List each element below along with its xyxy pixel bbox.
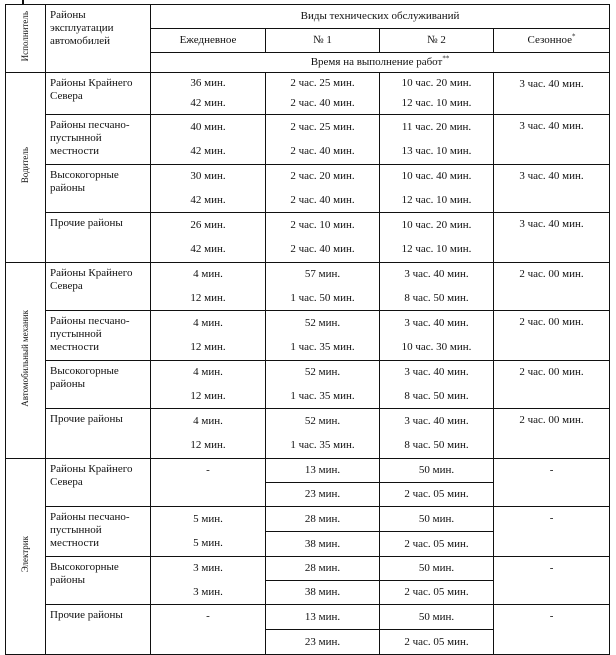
table-row (6, 165, 610, 189)
to1-cell: 57 мин. (266, 263, 380, 287)
executor-cell (6, 73, 46, 263)
time-row-header: Время на выполнение работ** (151, 53, 610, 73)
to2-cell: 12 час. 10 мин. (380, 238, 494, 263)
to2-cell: 8 час. 50 мин. (380, 287, 494, 311)
to2-cell: 8 час. 50 мин. (380, 434, 494, 459)
to2-cell: 12 час. 10 мин. (380, 94, 494, 115)
table-row (6, 605, 610, 630)
executor-header: Исполнитель (6, 5, 46, 73)
seasonal-cell: - (494, 507, 610, 557)
daily-cell: 42 мин. (151, 238, 266, 263)
daily-cell: 5 мин. (151, 507, 266, 532)
to1-cell: 2 час. 10 мин. (266, 213, 380, 238)
to1-cell: 38 мин. (266, 581, 380, 605)
col-seasonal-header: Сезонное* (494, 29, 610, 53)
table-row (6, 213, 610, 238)
daily-cell: 4 мин. (151, 409, 266, 434)
daily-cell: 12 мин. (151, 287, 266, 311)
daily-cell: 36 мин. (151, 73, 266, 94)
district-cell: Районы песчано-пустынной местности (46, 115, 151, 165)
daily-cell: 26 мин. (151, 213, 266, 238)
to2-cell: 3 час. 40 мин. (380, 409, 494, 434)
district-cell: Высокогорные районы (46, 165, 151, 213)
executor-label: Автомобильный механик (20, 310, 30, 407)
daily-cell: 4 мин. (151, 361, 266, 385)
to2-cell: 50 мин. (380, 557, 494, 581)
to1-cell: 1 час. 50 мин. (266, 287, 380, 311)
to2-cell: 3 час. 40 мин. (380, 263, 494, 287)
district-cell: Районы песчано-пустынной местности (46, 507, 151, 557)
executor-cell (6, 459, 46, 655)
daily-cell: 3 мин. (151, 557, 266, 581)
to1-cell: 52 мин. (266, 361, 380, 385)
daily-cell: - (151, 459, 266, 507)
to1-cell: 13 мин. (266, 459, 380, 483)
to2-cell: 12 час. 10 мин. (380, 189, 494, 213)
to2-cell: 2 час. 05 мин. (380, 532, 494, 557)
table-row (6, 115, 610, 140)
district-cell: Районы Крайнего Севера (46, 459, 151, 507)
to2-cell: 3 час. 40 мин. (380, 361, 494, 385)
table-row (6, 557, 610, 581)
daily-cell: 12 мин. (151, 385, 266, 409)
table-row (6, 459, 610, 483)
table-row (6, 507, 610, 532)
daily-cell: 12 мин. (151, 336, 266, 361)
to1-cell: 28 мин. (266, 507, 380, 532)
col-daily-header: Ежедневное (151, 29, 266, 53)
maintenance-time-table (5, 4, 610, 655)
daily-cell: 4 мин. (151, 263, 266, 287)
to1-cell: 2 час. 25 мин. (266, 115, 380, 140)
district-cell: Высокогорные районы (46, 557, 151, 605)
district-cell: Районы Крайнего Севера (46, 73, 151, 115)
to2-cell: 50 мин. (380, 459, 494, 483)
table-row (6, 73, 610, 94)
seasonal-cell: 3 час. 40 мин. (494, 165, 610, 213)
to1-cell: 2 час. 20 мин. (266, 165, 380, 189)
table-row (6, 311, 610, 336)
executor-cell (6, 263, 46, 459)
district-cell: Прочие районы (46, 213, 151, 263)
daily-cell: 40 мин. (151, 115, 266, 140)
executor-label: Электрик (20, 536, 30, 573)
daily-cell: 3 мин. (151, 581, 266, 605)
to2-cell: 2 час. 05 мин. (380, 630, 494, 655)
daily-cell: 42 мин. (151, 94, 266, 115)
to1-cell: 52 мин. (266, 311, 380, 336)
to2-cell: 2 час. 05 мин. (380, 483, 494, 507)
seasonal-cell: - (494, 459, 610, 507)
seasonal-cell: 2 час. 00 мин. (494, 263, 610, 311)
seasonal-cell: 3 час. 40 мин. (494, 213, 610, 263)
to1-cell: 2 час. 40 мин. (266, 94, 380, 115)
to2-cell: 8 час. 50 мин. (380, 385, 494, 409)
table-row (6, 361, 610, 385)
to2-cell: 2 час. 05 мин. (380, 581, 494, 605)
to1-cell: 2 час. 40 мин. (266, 140, 380, 165)
maintenance-types-header: Виды технических обслуживаний (151, 5, 610, 29)
to1-cell: 2 час. 25 мин. (266, 73, 380, 94)
to2-cell: 10 час. 40 мин. (380, 165, 494, 189)
executor-label: Водитель (20, 147, 30, 184)
seasonal-cell: 2 час. 00 мин. (494, 361, 610, 409)
to1-cell: 2 час. 40 мин. (266, 238, 380, 263)
daily-cell: 4 мин. (151, 311, 266, 336)
to1-cell: 38 мин. (266, 532, 380, 557)
to2-cell: 11 час. 20 мин. (380, 115, 494, 140)
to1-cell: 23 мин. (266, 630, 380, 655)
seasonal-cell: 2 час. 00 мин. (494, 311, 610, 361)
daily-cell: 5 мин. (151, 532, 266, 557)
district-cell: Прочие районы (46, 605, 151, 655)
to2-cell: 13 час. 10 мин. (380, 140, 494, 165)
to2-cell: 3 час. 40 мин. (380, 311, 494, 336)
to1-cell: 13 мин. (266, 605, 380, 630)
district-cell: Высокогорные районы (46, 361, 151, 409)
to2-cell: 50 мин. (380, 507, 494, 532)
seasonal-cell: 3 час. 40 мин. (494, 115, 610, 165)
to1-cell: 1 час. 35 мин. (266, 336, 380, 361)
to2-cell: 50 мин. (380, 605, 494, 630)
col-to2-header: № 2 (380, 29, 494, 53)
district-cell: Районы песчано-пустынной местности (46, 311, 151, 361)
to1-cell: 2 час. 40 мин. (266, 189, 380, 213)
districts-header: Районы эксплуатации автомобилей (46, 5, 151, 73)
to2-cell: 10 час. 20 мин. (380, 213, 494, 238)
to2-cell: 10 час. 20 мин. (380, 73, 494, 94)
seasonal-cell: - (494, 557, 610, 605)
daily-cell: 12 мин. (151, 434, 266, 459)
to2-cell: 10 час. 30 мин. (380, 336, 494, 361)
table-row (6, 409, 610, 434)
to1-cell: 1 час. 35 мин. (266, 385, 380, 409)
to1-cell: 52 мин. (266, 409, 380, 434)
to1-cell: 28 мин. (266, 557, 380, 581)
daily-cell: 30 мин. (151, 165, 266, 189)
seasonal-cell: 3 час. 40 мин. (494, 73, 610, 115)
daily-cell: - (151, 605, 266, 655)
daily-cell: 42 мин. (151, 189, 266, 213)
district-cell: Районы Крайнего Севера (46, 263, 151, 311)
col-to1-header: № 1 (266, 29, 380, 53)
seasonal-cell: - (494, 605, 610, 655)
district-cell: Прочие районы (46, 409, 151, 459)
to1-cell: 23 мин. (266, 483, 380, 507)
seasonal-cell: 2 час. 00 мин. (494, 409, 610, 459)
table-row (6, 263, 610, 287)
to1-cell: 1 час. 35 мин. (266, 434, 380, 459)
daily-cell: 42 мин. (151, 140, 266, 165)
